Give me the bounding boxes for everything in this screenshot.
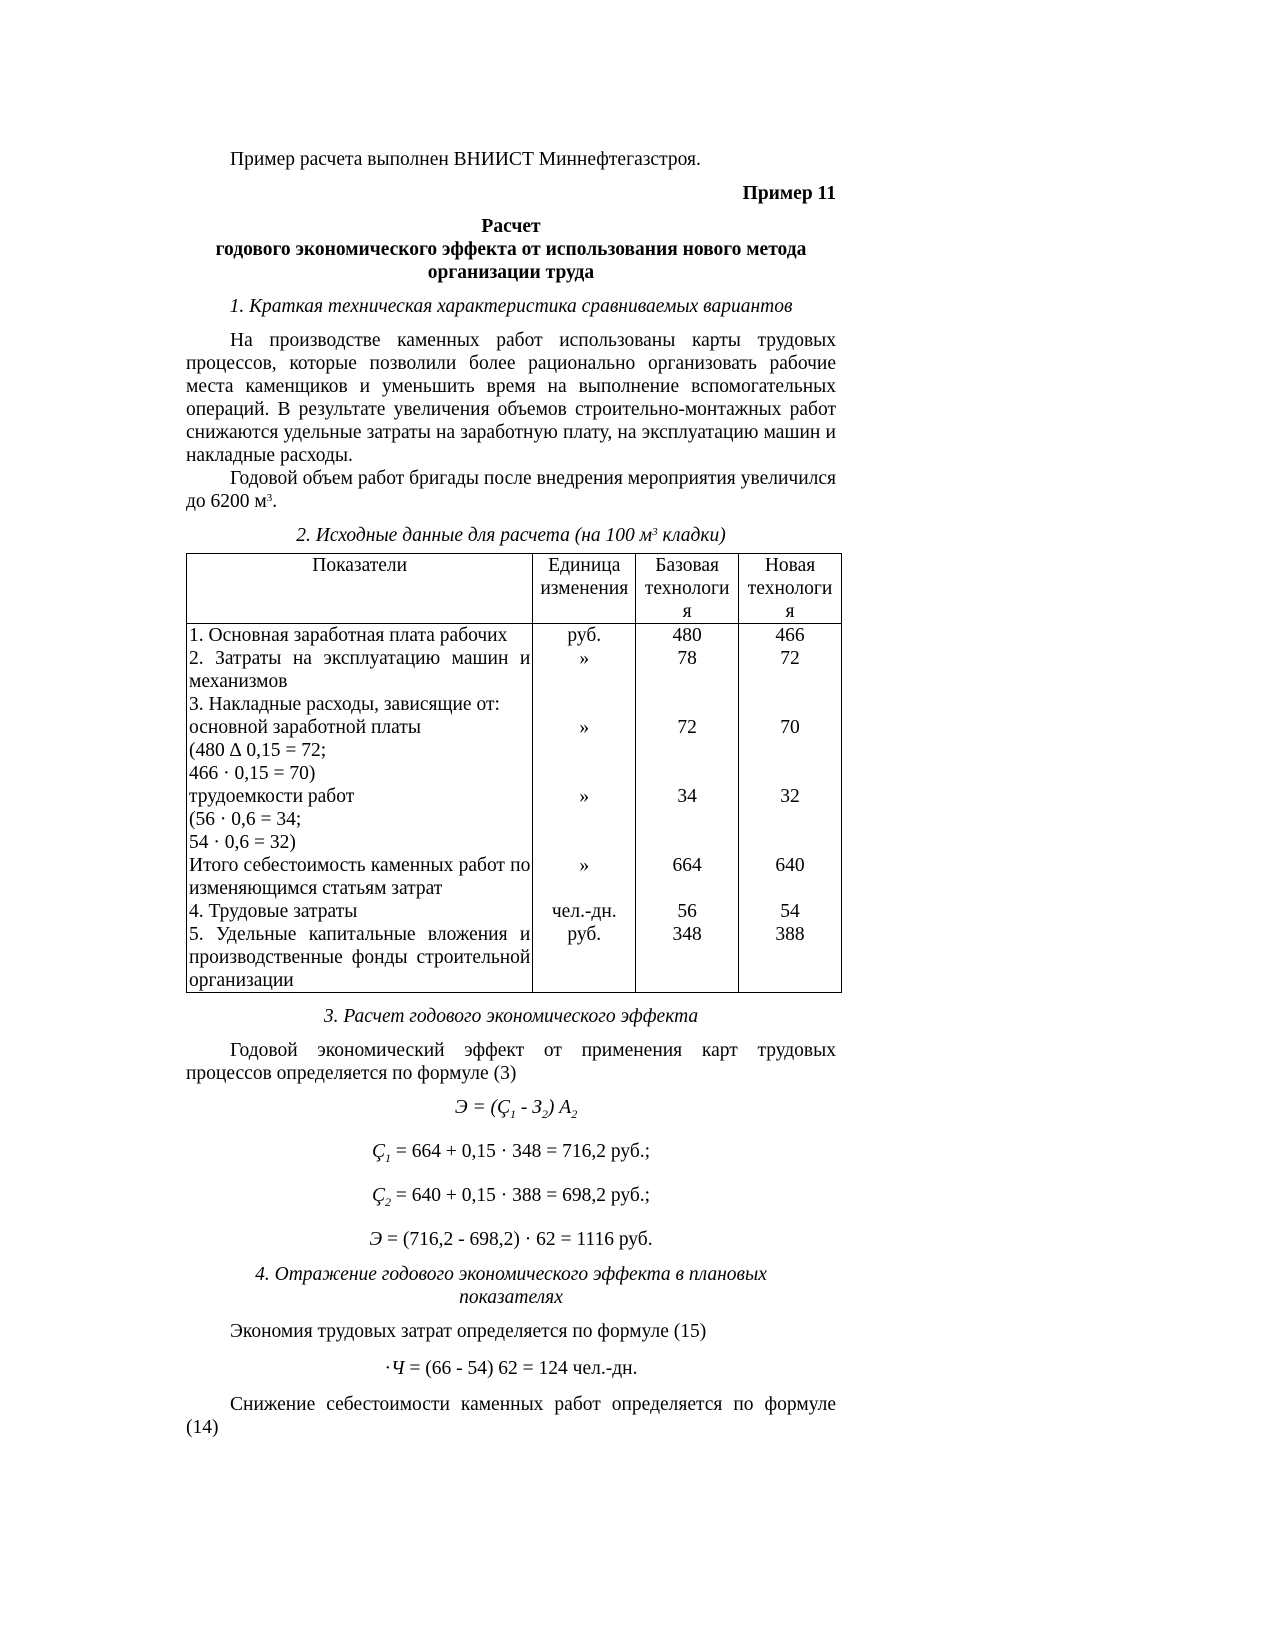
row-base-value: 56 — [636, 900, 739, 923]
document-page — [186, 148, 836, 1439]
row-label: 466 · 0,15 = 70) — [187, 762, 533, 785]
row-label: основной заработной платы — [187, 716, 533, 739]
row-label: Итого себестоимость каменных работ по изменяющимся статьям затрат — [187, 854, 533, 900]
row-unit — [533, 739, 636, 762]
row-new-value — [739, 831, 842, 854]
row-new-value: 70 — [739, 716, 842, 739]
superscript: 3 — [652, 526, 658, 538]
table-row — [187, 693, 842, 716]
row-base-value — [636, 808, 739, 831]
header-new-technology: Новая технологи я — [739, 554, 842, 624]
document-title — [186, 215, 836, 284]
section-4-paragraph-2: Снижение себестоимости каменных работ определяется по формуле (14) — [186, 1393, 836, 1438]
row-base-value: 72 — [636, 716, 739, 739]
section-2-heading-end: кладки) — [657, 525, 726, 546]
source-data-table — [186, 553, 842, 993]
row-base-value — [636, 693, 739, 716]
section-2-heading — [186, 524, 836, 547]
formula-c2: $Ç_2 = 640 + 0,15 \cdot 388 = 698,2$ руб.; — [371, 1184, 651, 1209]
section-1-heading: 1. Краткая техническая характеристика сравниваемых вариантов — [229, 296, 793, 317]
row-unit — [533, 762, 636, 785]
row-new-value: 388 — [739, 923, 842, 993]
row-new-value: 32 — [739, 785, 842, 808]
row-new-value: 640 — [739, 854, 842, 900]
row-label: (56 · 0,6 = 34; — [187, 808, 533, 831]
table-body — [187, 624, 842, 993]
header-base-technology: Базовая технологи я — [636, 554, 739, 624]
row-label: 2. Затраты на эксплуатацию машин и механизмов — [187, 647, 533, 693]
row-unit: » — [533, 647, 636, 693]
row-new-value: 54 — [739, 900, 842, 923]
title-line-3: организации труда — [427, 262, 595, 283]
formula-main: $Э = (Ç_1 - З_2)$ $А_2$ — [454, 1097, 578, 1121]
row-unit — [533, 831, 636, 854]
row-base-value: 348 — [636, 923, 739, 993]
row-label: 54 · 0,6 = 32) — [187, 831, 533, 854]
table-row — [187, 900, 842, 923]
section-4-paragraph-1: Экономия трудовых затрат определяется по формуле (15) — [230, 1320, 707, 1342]
section-1-paragraph-2 — [186, 467, 836, 513]
intro-text: Пример расчета выполнен ВНИИСТ Миннефтегазстроя. — [230, 149, 701, 170]
table-row — [187, 854, 842, 900]
table-row — [187, 923, 842, 993]
row-base-value — [636, 739, 739, 762]
row-base-value: 78 — [636, 647, 739, 693]
table-row — [187, 808, 842, 831]
section-2-heading-text: 2. Исходные данные для расчета (на 100 м — [296, 525, 653, 546]
table-row — [187, 716, 842, 739]
row-new-value — [739, 739, 842, 762]
section-3-paragraph: Годовой экономический эффект от применения карт трудовых процессов определяется по формуле (3) — [186, 1040, 836, 1084]
row-new-value — [739, 762, 842, 785]
row-base-value: 34 — [636, 785, 739, 808]
table-row — [187, 831, 842, 854]
table-header-row — [187, 554, 842, 624]
row-base-value — [636, 831, 739, 854]
title-line-1: Расчет — [481, 216, 541, 237]
row-base-value — [636, 762, 739, 785]
row-unit: » — [533, 785, 636, 808]
header-unit: Единица изменения — [533, 554, 636, 624]
row-label: (480 ∆ 0,15 = 72; — [187, 739, 533, 762]
table-row — [187, 739, 842, 762]
example-label: Пример 11 — [742, 183, 836, 204]
table-row — [187, 647, 842, 693]
row-new-value: 72 — [739, 647, 842, 693]
row-unit — [533, 693, 636, 716]
row-new-value — [739, 808, 842, 831]
row-unit: » — [533, 716, 636, 739]
row-label: 5. Удельные капитальные вложения и производственные фонды строительной организации — [187, 923, 533, 993]
table-row — [187, 762, 842, 785]
header-indicators: Показатели — [187, 554, 533, 624]
formula-effect: Э = (716,2 - 698,2) · 62 = 1116 руб. — [369, 1228, 653, 1250]
section-1-paragraph-1: На производстве каменных работ использованы карты трудовых процессов, которые позволили более рационально организовать рабочие места каменщиков и уменьшить время на выполнение вспомогательных операций. В результате увеличения объемов строительно-монтажных работ снижаются удельные затраты на заработную плату, на эксплуатацию машин и накладные расходы. — [186, 330, 836, 466]
formula-c1: $Ç_1 = 664 + 0,15 \cdot 348 = 716,2$ руб.; — [371, 1140, 651, 1165]
row-new-value — [739, 693, 842, 716]
table-row — [187, 785, 842, 808]
row-base-value: 480 — [636, 624, 739, 648]
row-unit: руб. — [533, 923, 636, 993]
row-unit: чел.-дн. — [533, 900, 636, 923]
row-new-value: 466 — [739, 624, 842, 648]
row-label: 3. Накладные расходы, зависящие от: — [187, 693, 533, 716]
row-label: 4. Трудовые затраты — [187, 900, 533, 923]
row-label: трудоемкости работ — [187, 785, 533, 808]
formula-labor: ·Ч = (66 - 54) 62 = 124 чел.-дн. — [384, 1357, 638, 1379]
title-line-2: годового экономического эффекта от использования нового метода — [215, 239, 807, 260]
row-unit: » — [533, 854, 636, 900]
paragraph-2-end: . — [272, 491, 278, 512]
row-label: 1. Основная заработная плата рабочих — [187, 624, 533, 648]
row-unit — [533, 808, 636, 831]
section-3-heading: 3. Расчет годового экономического эффекта — [323, 1006, 699, 1027]
paragraph-2-text: Годовой объем работ бригады после внедрения мероприятия увеличился до 6200 м — [186, 468, 836, 512]
row-base-value: 664 — [636, 854, 739, 900]
section-4-heading: 4. Отражение годового экономического эффекта в плановых показателях — [255, 1263, 767, 1308]
row-unit: руб. — [533, 624, 636, 648]
superscript: 3 — [266, 492, 273, 504]
table-row — [187, 624, 842, 648]
